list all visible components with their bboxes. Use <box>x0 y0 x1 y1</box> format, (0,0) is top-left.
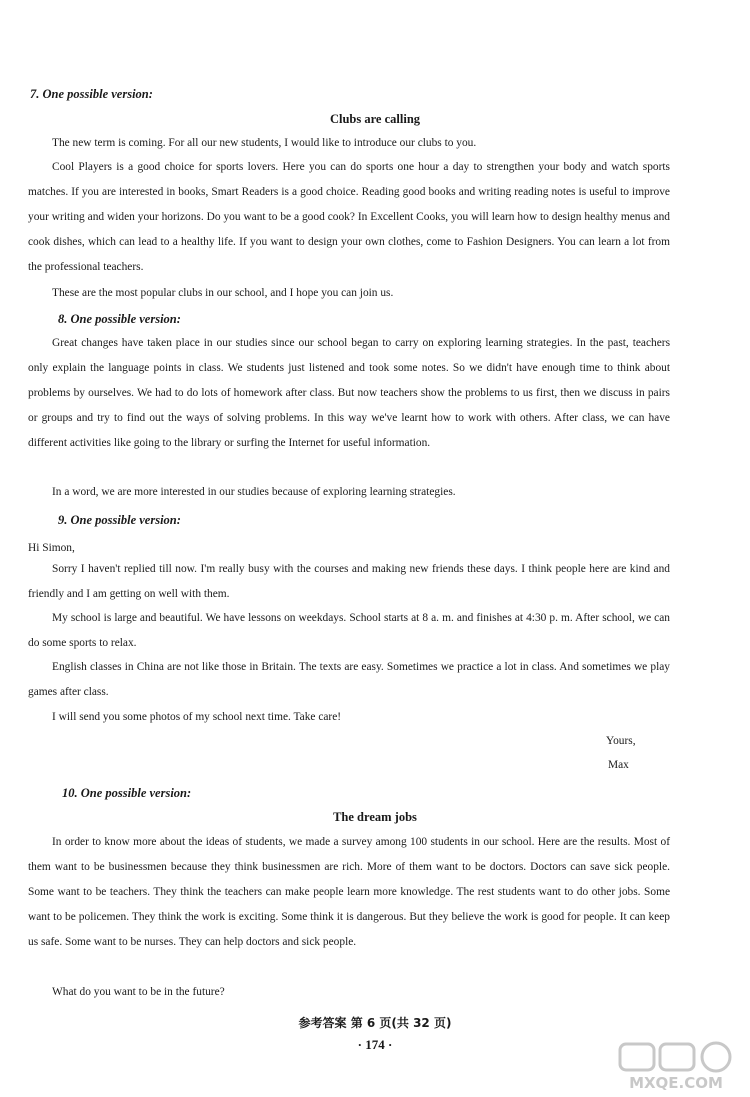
section-9-paragraph-3: English classes in China are not like those in Britain. The texts are easy. Sometimes we practice a lot in class. And sometimes we play games after class. <box>28 661 670 698</box>
svg-text:MXQE.COM: MXQE.COM <box>629 1074 723 1092</box>
section-7-paragraph-1: The new term is coming. For all our new students, I would like to introduce our clubs to you. <box>52 137 477 149</box>
section-7-paragraph-3: These are the most popular clubs in our school, and I hope you can join us. <box>52 287 394 299</box>
letter-closing: Yours, <box>606 735 636 747</box>
page-label: 参考答案 第 6 页(共 32 页) <box>298 1016 452 1030</box>
section-10-heading: 10. One possible version: <box>62 786 192 800</box>
section-7-title: Clubs are calling <box>329 112 421 126</box>
section-9-heading: 9. One possible version: <box>58 513 181 527</box>
section-9-paragraph-4: I will send you some photos of my school next time. Take care! <box>52 711 342 723</box>
section-8-paragraph-2: In a word, we are more interested in our studies because of exploring learning strategies. <box>52 486 456 498</box>
letter-greeting: Hi Simon, <box>28 542 75 554</box>
section-8-paragraph-1: Great changes have taken place in our studies since our school began to carry on exploring learning strategies. In the past, teachers only explain the language points in class. We students just listened and took some notes. So we didn't have enough time to think about problems by ourselves. We had to do lots of homework after class. But now teachers show the problems to us first, then we discuss in pairs or groups and try to find out the ways of solving problems. In this way we've learnt how to work with others. After class, we can have different activities like going to the library or surfing the Internet for useful information. <box>28 337 670 449</box>
section-10-paragraph-2: What do you want to be in the future? <box>52 986 225 998</box>
watermark-logo-icon <box>612 1038 742 1092</box>
section-9-paragraph-1: Sorry I haven't replied till now. I'm really busy with the courses and making new friends these days. I think people here are kind and friendly and I am getting on well with them. <box>28 563 670 600</box>
letter-signature: Max <box>608 759 629 771</box>
section-7-paragraph-2: Cool Players is a good choice for sports lovers. Here you can do sports one hour a day to strengthen your body and watch sports matches. If you are interested in books, Smart Readers is a good choice. Reading good books and writing reading notes is useful to improve your writing and widen your horizons. Do you want to be a good cook? In Excellent Cooks, you will learn how to design healthy menus and cook dishes, which can lead to a healthy life. If you want to design your own clothes, come to Fashion Designers. You can learn a lot from the professional teachers. <box>28 161 670 273</box>
section-10-title: The dream jobs <box>333 810 417 824</box>
section-10-paragraph-1: In order to know more about the ideas of students, we made a survey among 100 students in our school. Here are the results. Most of them want to be businessmen because they think businessmen are rich. More of them want to be doctors. Doctors can save sick people. Some want to be teachers. They think the teachers can make people learn more knowledge. The rest students want to do other jobs. Some want to be policemen. They think the work is exciting. Some think it is dangerous. But they believe the work is good for people. It can keep us safe. Some want to be nurses. They can help doctors and sick people. <box>28 836 670 948</box>
section-7-heading: 7. One possible version: <box>30 87 153 101</box>
section-8-heading: 8. One possible version: <box>58 312 181 326</box>
section-9-paragraph-2: My school is large and beautiful. We have lessons on weekdays. School starts at 8 a. m. and finishes at 4:30 p. m. After school, we can do some sports to relax. <box>28 612 670 649</box>
page-number: · 174 · <box>357 1037 393 1052</box>
